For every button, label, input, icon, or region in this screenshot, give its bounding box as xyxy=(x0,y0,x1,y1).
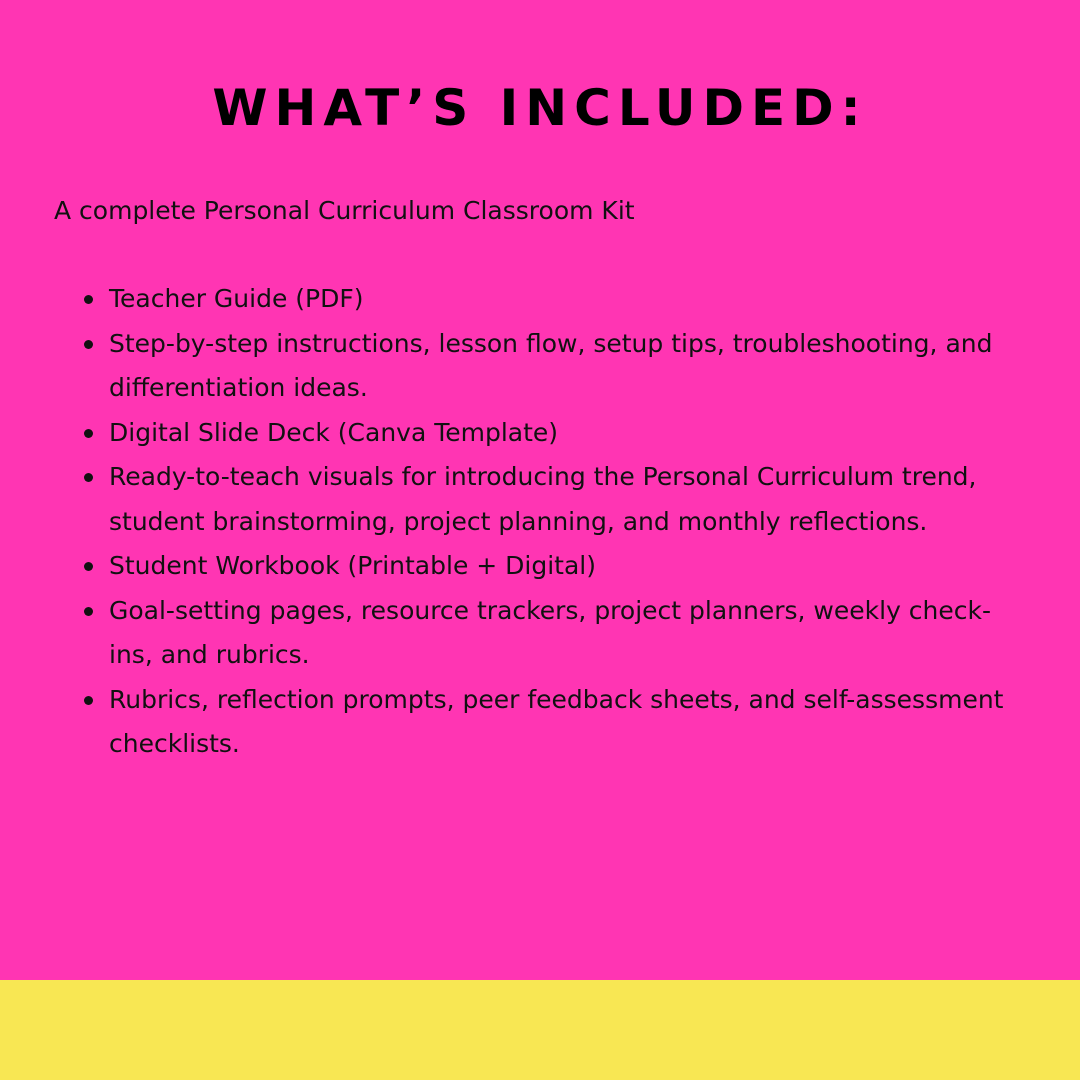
list-item xyxy=(0,322,1029,411)
list-item xyxy=(0,544,1029,589)
bullet-icon xyxy=(84,295,93,304)
footer-color-band xyxy=(0,980,1080,1080)
list-item-text: Digital Slide Deck (Canva Template) xyxy=(109,417,559,447)
bullet-icon xyxy=(84,562,93,571)
bullet-icon xyxy=(84,340,93,349)
bullet-icon xyxy=(84,473,93,482)
list-item xyxy=(0,411,1029,456)
bullet-icon xyxy=(84,429,93,438)
page-title: WHAT’S INCLUDED: xyxy=(212,79,868,137)
bullet-icon xyxy=(84,696,93,705)
list-item-text: Goal-setting pages, resource trackers, project planners, weekly check-ins, and rubrics. xyxy=(109,595,992,669)
list-item-text: Ready-to-teach visuals for introducing the Personal Curriculum trend, student brainstorming, project planning, and monthly reflections. xyxy=(109,462,977,536)
intro-text: A complete Personal Curriculum Classroom Kit xyxy=(54,196,635,225)
list-item xyxy=(0,455,1029,544)
list-item-text: Student Workbook (Printable + Digital) xyxy=(109,551,596,580)
list-item-text: Step-by-step instructions, lesson flow, setup tips, troubleshooting, and differentiation ideas. xyxy=(109,328,993,402)
list-item xyxy=(0,678,1029,767)
included-items-list xyxy=(0,277,1080,767)
list-item xyxy=(0,277,1029,322)
bullet-icon xyxy=(84,607,93,616)
list-item-text: Rubrics, reflection prompts, peer feedback sheets, and self-assessment checklists. xyxy=(109,684,1004,758)
list-item xyxy=(0,589,1029,678)
list-item-text: Teacher Guide (PDF) xyxy=(109,284,364,313)
